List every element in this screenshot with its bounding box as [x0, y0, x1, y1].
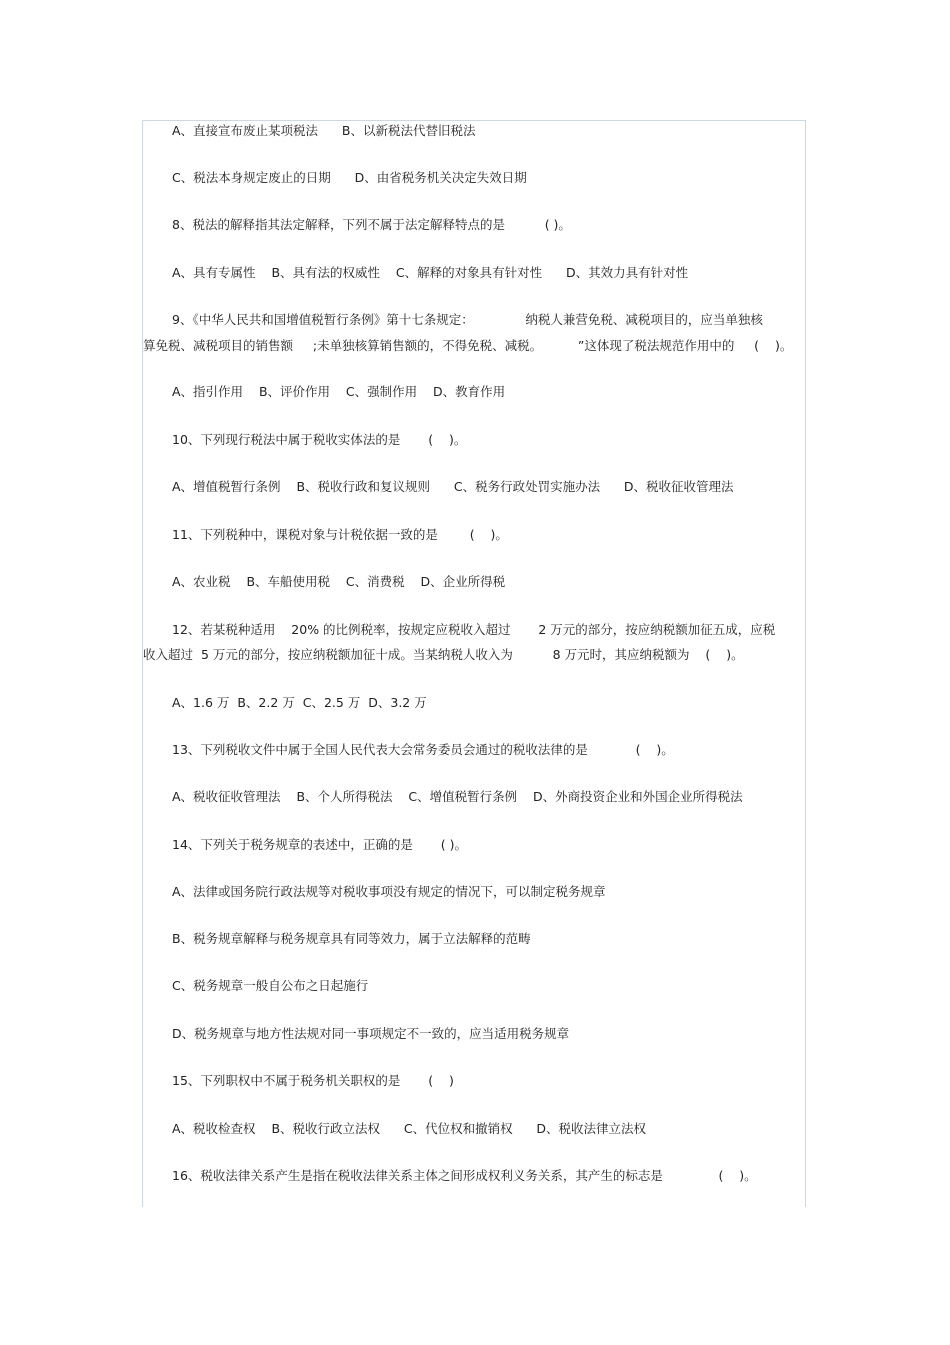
option-line: A、法律或国务院行政法规等对税收事项没有规定的情况下，可以制定税务规章 [172, 884, 606, 899]
question-line: 16、税收法律关系产生是指在税收法律关系主体之间形成权利义务关系，其产生的标志是 ( )。 [172, 1168, 757, 1183]
option-line: A、增值税暂行条例 B、税收行政和复议规则 C、税务行政处罚实施办法 D、税收征收管理法 [172, 479, 734, 494]
option-line: C、税务规章一般自公布之日起施行 [172, 978, 369, 993]
option-line: A、税收征收管理法 B、个人所得税法 C、增值税暂行条例 D、外商投资企业和外国企业所得税法 [172, 789, 743, 804]
question-line: 13、下列税收文件中属于全国人民代表大会常务委员会通过的税收法律的是 ( )。 [172, 742, 674, 757]
option-line: A、1.6 万 B、2.2 万 C、2.5 万 D、3.2 万 [172, 695, 427, 710]
option-line: B、税务规章解释与税务规章具有同等效力，属于立法解释的范畴 [172, 931, 531, 946]
question-line: 10、下列现行税法中属于税收实体法的是 ( )。 [172, 432, 467, 447]
option-line: A、指引作用 B、评价作用 C、强制作用 D、教育作用 [172, 384, 506, 399]
question-line: 8、税法的解释指其法定解释，下列不属于法定解释特点的是 ( )。 [172, 217, 571, 232]
option-line: A、具有专属性 B、具有法的权威性 C、解释的对象具有针对性 D、其效力具有针对性 [172, 265, 689, 280]
question-line: 14、下列关于税务规章的表述中，正确的是 ( )。 [172, 837, 467, 852]
question-line: 15、下列职权中不属于税务机关职权的是 ( ) [172, 1073, 454, 1088]
option-line: A、税收检查权 B、税收行政立法权 C、代位权和撤销权 D、税收法律立法权 [172, 1121, 647, 1136]
question-line: 收入超过 5 万元的部分，按应纳税额加征十成。当某纳税人收入为 8 万元时，其应纳税额为 ( )。 [143, 647, 744, 662]
option-line: A、直接宣布废止某项税法 B、以新税法代替旧税法 [172, 123, 476, 138]
question-line: 9、《中华人民共和国增值税暂行条例》第十七条规定： 纳税人兼营免税、减税项目的，应当单独核 [172, 312, 763, 327]
question-line: 算免税、减税项目的销售额 ;未单独核算销售额的，不得免税、减税。 ”这体现了税法规范作用中的 ( )。 [143, 338, 793, 353]
option-line: C、税法本身规定废止的日期 D、由省税务机关决定失效日期 [172, 170, 527, 185]
page-frame [142, 120, 806, 1207]
question-line: 12、若某税种适用 20% 的比例税率，按规定应税收入超过 2 万元的部分，按应纳税额加征五成，应税 [172, 622, 776, 637]
option-line: D、税务规章与地方性法规对同一事项规定不一致的，应当适用税务规章 [172, 1026, 570, 1041]
question-line: 11、下列税种中，课税对象与计税依据一致的是 ( )。 [172, 527, 508, 542]
option-line: A、农业税 B、车船使用税 C、消费税 D、企业所得税 [172, 574, 506, 589]
